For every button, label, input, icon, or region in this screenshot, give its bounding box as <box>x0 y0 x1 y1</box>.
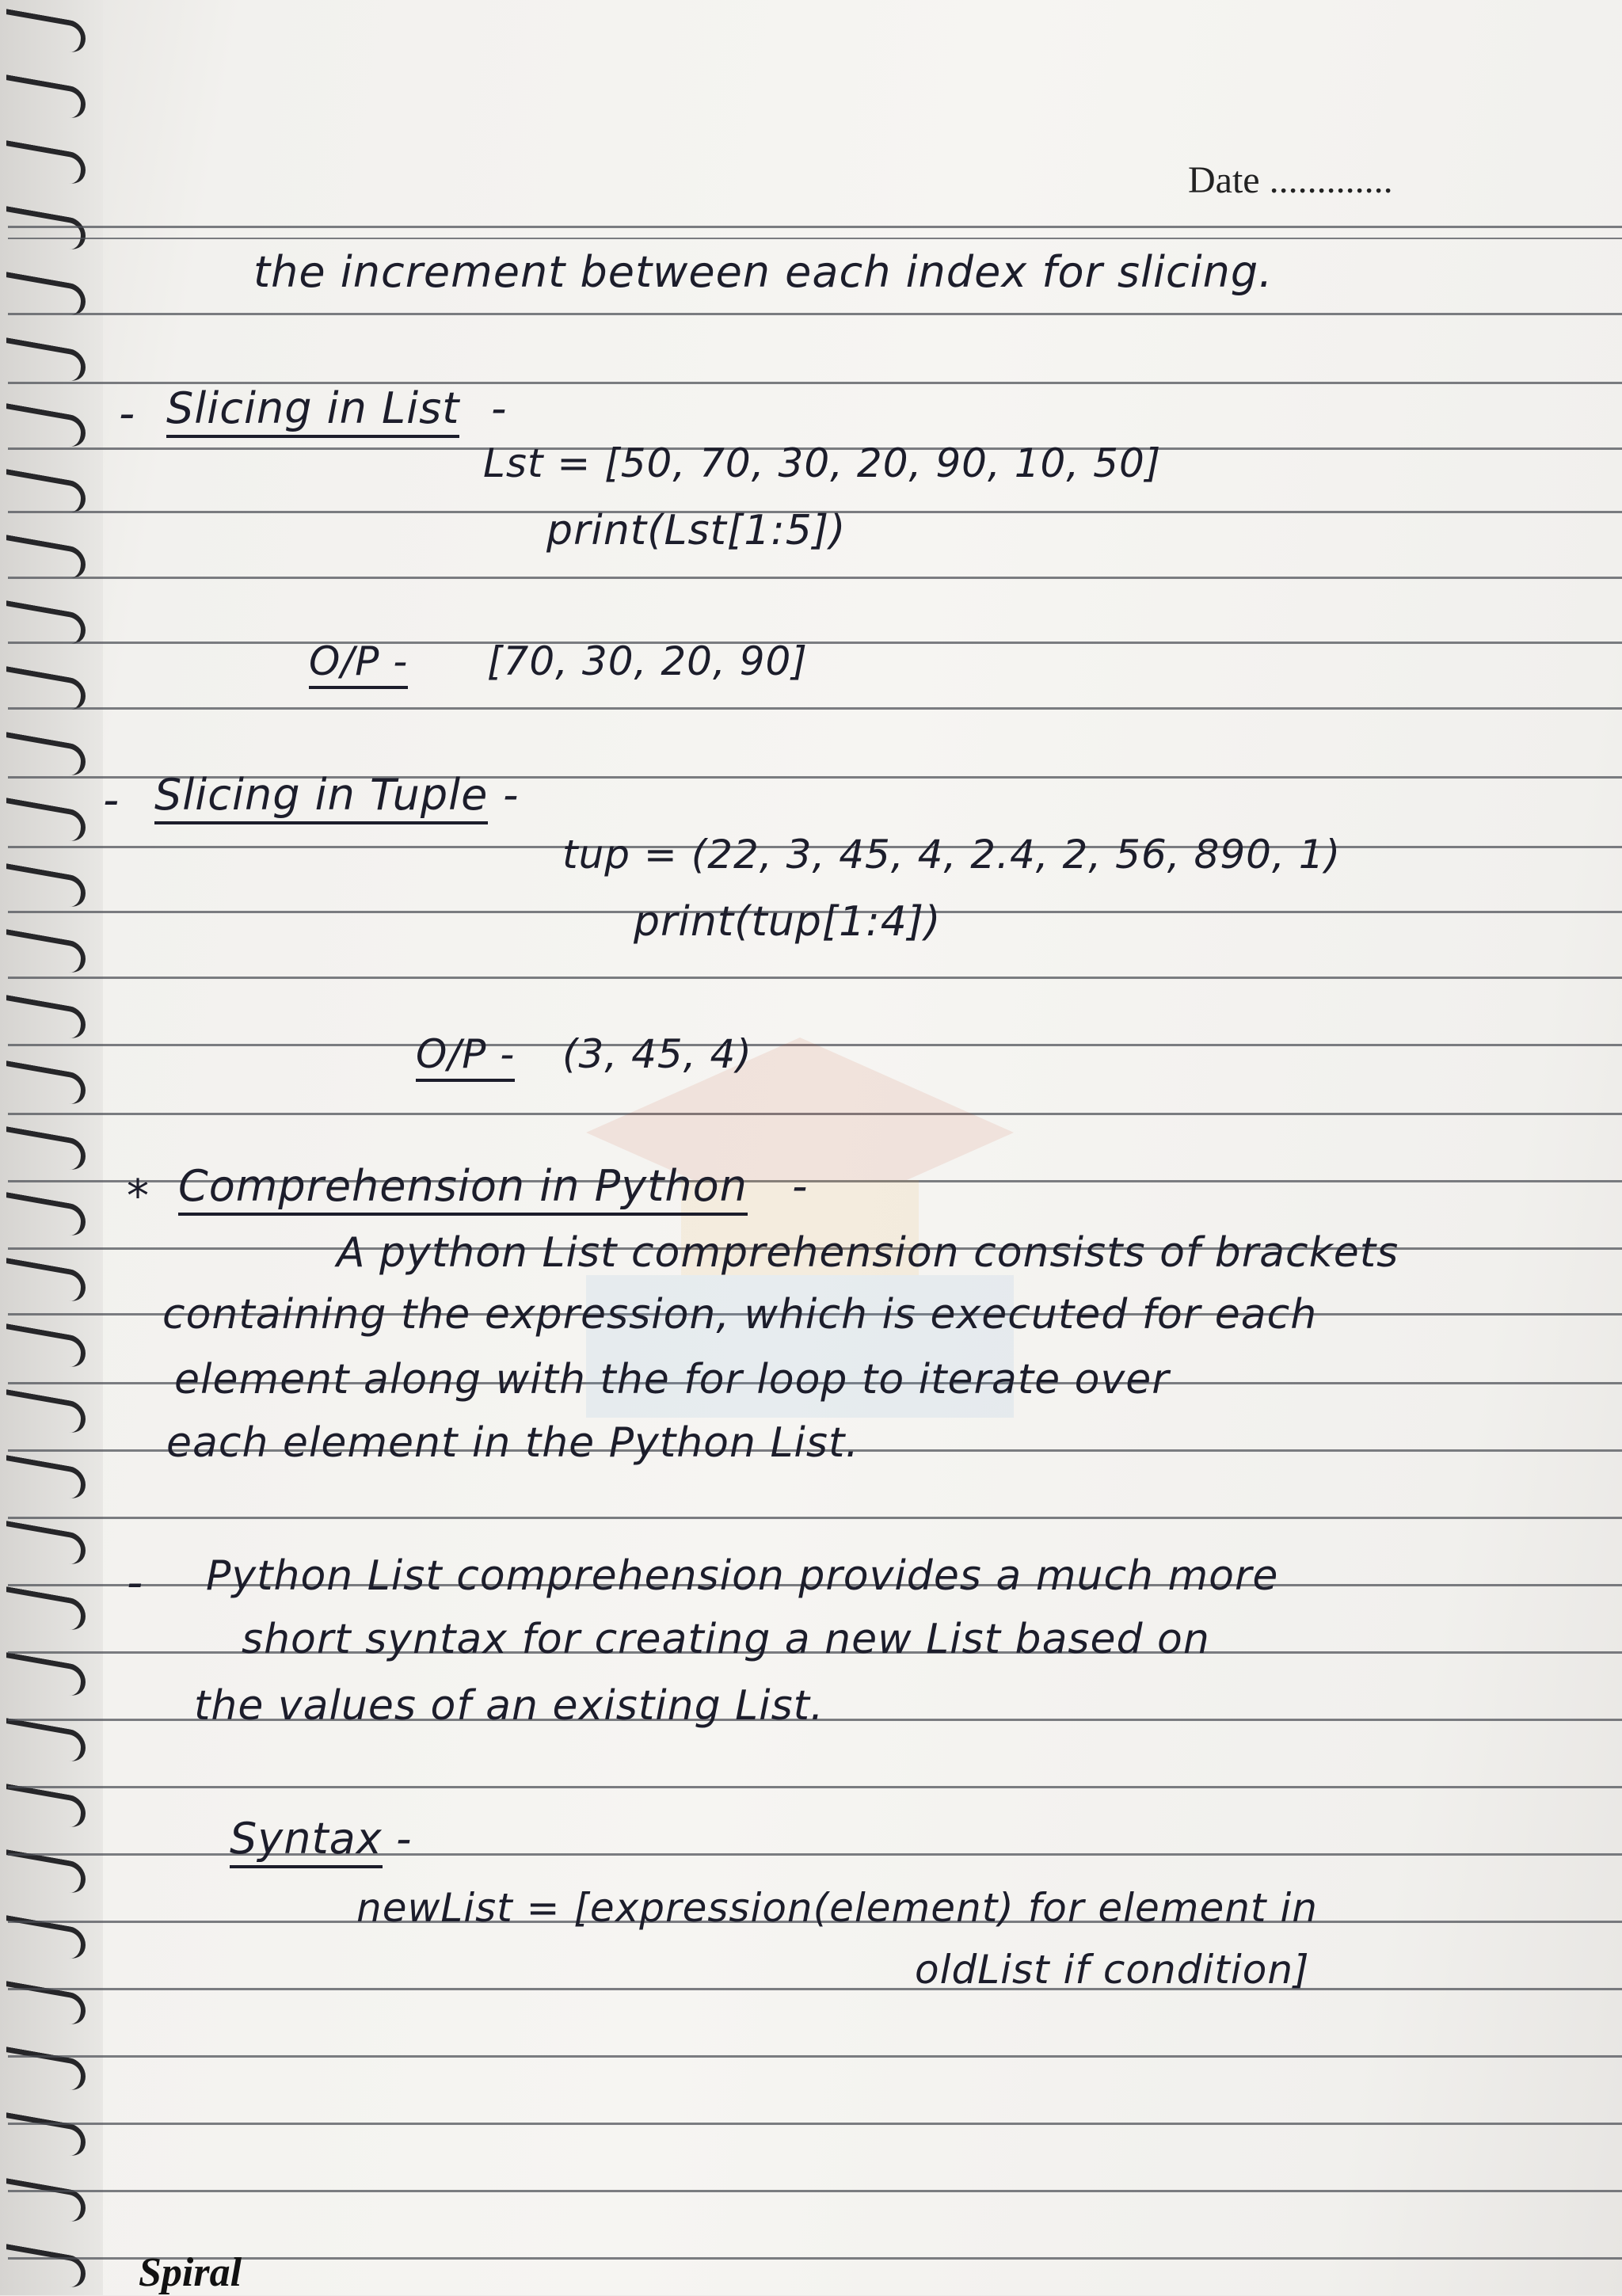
tuple-output-label: O/P - <box>416 1031 515 1082</box>
list-heading: Slicing in List <box>166 383 459 438</box>
ruled-line <box>8 313 1622 315</box>
spiral-ring <box>6 1586 86 1632</box>
spiral-ring <box>6 600 86 646</box>
ruled-line <box>8 2257 1622 2260</box>
spiral-ring <box>6 929 86 975</box>
comprehension-para-1-line-1: A python List comprehension consists of brackets <box>337 1229 1399 1277</box>
ruled-line <box>8 1517 1622 1519</box>
list-output-value: [70, 30, 20, 90] <box>487 638 808 684</box>
syntax-heading-suffix: - <box>396 1814 413 1864</box>
spiral-ring <box>6 1060 86 1106</box>
list-code-line-1: Lst = [50, 70, 30, 20, 90, 10, 50] <box>483 440 1162 486</box>
spiral-ring <box>6 863 86 909</box>
spiral-ring <box>6 403 86 449</box>
syntax-code-line-2: oldList if condition] <box>915 1947 1310 1993</box>
ruled-line <box>8 238 1622 239</box>
comprehension-para-1-line-3: element along with the for loop to iterate over <box>174 1356 1170 1403</box>
spiral-ring <box>6 2178 86 2224</box>
spiral-ring <box>6 1718 86 1764</box>
spiral-ring <box>6 1849 86 1895</box>
spiral-ring <box>6 74 86 120</box>
spiral-ring <box>6 1455 86 1501</box>
spiral-ring <box>6 666 86 712</box>
spiral-ring <box>6 9 86 55</box>
ruled-line <box>8 2123 1622 2125</box>
comprehension-para-2-dash: - <box>127 1557 144 1609</box>
ruled-line <box>8 642 1622 644</box>
comprehension-heading: Comprehension in Python <box>178 1161 748 1216</box>
spiral-ring <box>6 2047 86 2092</box>
intro-line: the increment between each index for slicing. <box>253 247 1274 297</box>
comprehension-para-2-line-3: the values of an existing List. <box>194 1682 824 1730</box>
spiral-ring <box>6 798 86 843</box>
comprehension-para-2-line-1: Python List comprehension provides a much more <box>206 1552 1279 1600</box>
ruled-line <box>8 2055 1622 2058</box>
spiral-ring <box>6 732 86 778</box>
spiral-binding <box>0 0 103 2295</box>
date-label: Date ............. <box>1188 159 1393 201</box>
spiral-ring <box>6 1323 86 1369</box>
tuple-dash: - <box>103 775 120 826</box>
spiral-ring <box>6 337 86 383</box>
spiral-ring <box>6 1126 86 1172</box>
tuple-code-line-2: print(tup[1:4]) <box>634 898 942 946</box>
comprehension-star: * <box>127 1171 150 1222</box>
ruled-line <box>8 1786 1622 1788</box>
comprehension-heading-suffix: - <box>792 1161 809 1211</box>
comprehension-para-1-line-2: containing the expression, which is executed for each <box>162 1291 1318 1338</box>
spiral-ring <box>6 1652 86 1698</box>
brand-logo-text: Spiral <box>139 2250 242 2295</box>
spiral-ring <box>6 140 86 186</box>
list-dash: - <box>119 388 136 440</box>
spiral-ring <box>6 1192 86 1238</box>
spiral-ring <box>6 1389 86 1435</box>
spiral-ring <box>6 995 86 1041</box>
comprehension-para-2-line-2: short syntax for creating a new List based on <box>242 1616 1210 1663</box>
spiral-ring <box>6 206 86 252</box>
ruled-line <box>8 1988 1622 1990</box>
tuple-heading: Slicing in Tuple <box>154 770 488 824</box>
ruled-line <box>8 2190 1622 2192</box>
spiral-ring <box>6 2244 86 2290</box>
spiral-ring <box>6 1521 86 1567</box>
syntax-heading: Syntax <box>230 1814 383 1868</box>
spiral-ring <box>6 469 86 515</box>
syntax-code-line-1: newList = [expression(element) for element in <box>356 1885 1318 1931</box>
spiral-ring <box>6 1258 86 1304</box>
tuple-output-value: (3, 45, 4) <box>562 1031 752 1077</box>
list-output-label: O/P - <box>309 638 408 689</box>
spiral-ring <box>6 2112 86 2158</box>
tuple-heading-suffix: - <box>503 770 520 820</box>
ruled-line <box>8 577 1622 579</box>
tuple-code-line-1: tup = (22, 3, 45, 4, 2.4, 2, 56, 890, 1) <box>562 832 1342 878</box>
spiral-ring <box>6 1784 86 1830</box>
spiral-ring <box>6 535 86 581</box>
ruled-line <box>8 707 1622 710</box>
comprehension-para-1-line-4: each element in the Python List. <box>166 1419 859 1467</box>
ruled-line <box>8 226 1622 228</box>
ruled-line <box>8 977 1622 979</box>
list-code-line-2: print(Lst[1:5]) <box>546 507 847 554</box>
spiral-ring <box>6 272 86 318</box>
list-heading-suffix: - <box>491 383 508 433</box>
